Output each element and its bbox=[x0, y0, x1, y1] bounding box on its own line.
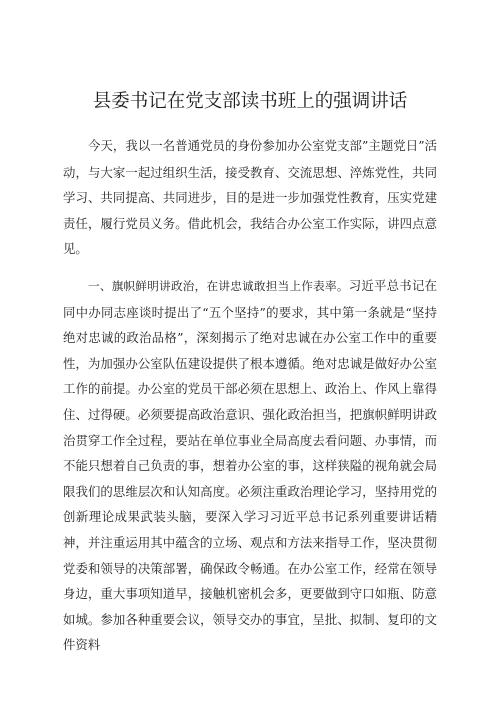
paragraph-text: 习近平总书记在同中办同志座谈时提出了“五个坚持”的要求，其中第一条就是“坚持绝对忠诚的政治品格”，深刻揭示了绝对忠诚在办公室工作中的重要性，为加强办公室队伍建设提供了根本遵循。绝对忠诚是做好办公室工作的前提。办公室的党员干部必须在思想上、政治上、作风上靠得住、过得硬。必须要提高政治意识、强化政治担当，把旗帜鲜明讲政治贯穿工作全过程，要站在单位事业全局高度去看问题、办事情，而不能只想着自己负责的事，想着办公室的事，这样狭隘的视角就会局限我们的思维层次和认知高度。必须注重政治理论学习，坚持用党的创新理论成果武装头脑，要深入学习习近平总书记系列重要讲话精神，并注重运用其中蕴含的立场、观点和方法来指导工作，坚决贯彻党委和领导的决策部署，确保政令畅通。在办公室工作，经常在领导身边，重大事项知道早，接触机密机会多，更要做到守口如瓶、防意如城。参加各种重要会议，领导交办的事宜，呈批、拟制、复印的文件资料 bbox=[63, 277, 437, 653]
paragraph-intro bbox=[63, 133, 437, 262]
paragraph-text: 今天，我以一名普通党员的身份参加办公室党支部”主题党日”活动，与大家一起过组织生活，接受教育、交流思想、淬炼党性，共同学习、共同提高、共同进步，目的是进一步加强党性教育，压实党建责任，履行党员义务。借此机会，我结合办公室工作实际，讲四点意见。 bbox=[63, 138, 437, 257]
paragraph-section-one bbox=[63, 273, 437, 658]
document-body bbox=[63, 133, 437, 658]
paragraph-lead: 一、旗帜鲜明讲政治，在讲忠诚敢担当上作表率。 bbox=[88, 278, 349, 293]
document-title: 县委书记在党支部读书班上的强调讲话 bbox=[92, 91, 408, 112]
